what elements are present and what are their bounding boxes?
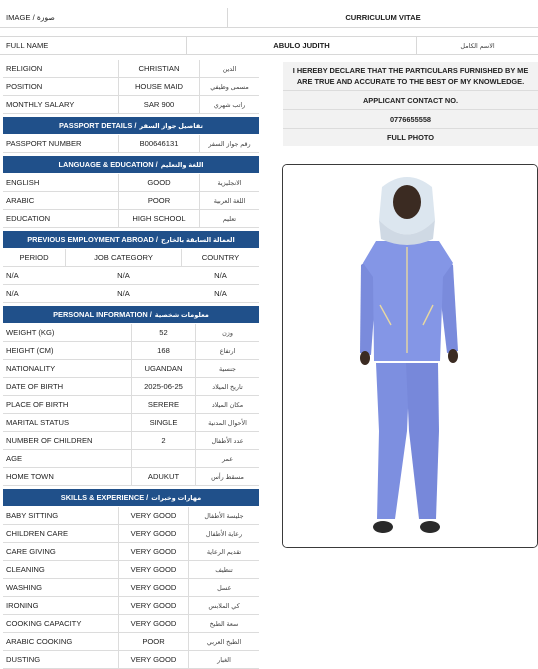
- skill-row-0-value: VERY GOOD: [130, 511, 177, 520]
- skill-row-5: [3, 597, 259, 615]
- skill-row-4: [3, 579, 259, 597]
- skill-row-1-arabic: رعاية الأطفال: [205, 530, 243, 538]
- skill-row-8: [3, 651, 259, 669]
- personal-row-1: [3, 342, 259, 360]
- skill-row-6-arabic: سعة الطبخ: [209, 620, 239, 628]
- personal-row-3-arabic: تاريخ الميلاد: [212, 383, 243, 391]
- personal-row-2: [3, 360, 259, 378]
- employment-section-bar-title: PREVIOUS EMPLOYMENT ABROAD /: [27, 235, 158, 244]
- personal-section-bar: [3, 306, 259, 323]
- personal-row-7: [3, 450, 259, 468]
- passport-section-bar-title-arabic: تفاصيل جواز السفر: [139, 122, 203, 130]
- top-row-1-label: POSITION: [6, 82, 43, 91]
- language-row-1-value: POOR: [147, 196, 171, 205]
- language-row-1-label: ARABIC: [6, 196, 35, 205]
- personal-row-6: [3, 432, 259, 450]
- language-row-1-arabic: اللغة العربية: [213, 197, 246, 205]
- language-row-0: [3, 174, 259, 192]
- personal-row-6-label: NUMBER OF CHILDREN: [6, 436, 93, 445]
- top-row-2-label: MONTHLY SALARY: [6, 100, 75, 109]
- contact-label: APPLICANT CONTACT NO.: [362, 95, 459, 105]
- employment-cell: N/A: [214, 271, 227, 280]
- language-row-2-value: HIGH SCHOOL: [132, 214, 186, 223]
- language-row-2-label: EDUCATION: [6, 214, 51, 223]
- language-row-0-value: GOOD: [147, 178, 171, 187]
- skill-row-7-label: ARABIC COOKING: [6, 637, 73, 646]
- personal-row-1-label: HEIGHT (CM): [6, 346, 54, 355]
- employment-row: [3, 267, 259, 285]
- employment-cell: N/A: [117, 289, 130, 298]
- skill-row-4-value: VERY GOOD: [130, 583, 177, 592]
- person-figure: [283, 165, 537, 547]
- employment-col-header: PERIOD: [19, 253, 49, 262]
- top-row-1-arabic: مسمى وظيفي: [210, 83, 249, 91]
- skill-row-3-label: CLEANING: [6, 565, 45, 574]
- skill-row-2-value: VERY GOOD: [130, 547, 177, 556]
- language-section-bar-title-arabic: اللغة والتعليم: [160, 161, 204, 169]
- skill-row-5-value: VERY GOOD: [130, 601, 177, 610]
- personal-row-5: [3, 414, 259, 432]
- language-row-1: [3, 192, 259, 210]
- cv-title: CURRICULUM VITAE: [345, 13, 421, 22]
- fullname-arabic: الاسم الكامل: [460, 42, 495, 50]
- skills-section-bar: [3, 489, 259, 506]
- personal-row-0-value: 52: [159, 328, 168, 337]
- skill-row-3-value: VERY GOOD: [130, 565, 177, 574]
- personal-row-4-label: PLACE OF BIRTH: [6, 400, 69, 409]
- skills-section-bar-title: SKILLS & EXPERIENCE /: [60, 493, 149, 502]
- personal-row-3-value: 2025-06-25: [144, 382, 183, 391]
- fullname-value: ABULO JUDITH: [273, 41, 330, 50]
- skill-row-8-arabic: الغبار: [217, 656, 231, 664]
- personal-row-4: [3, 396, 259, 414]
- passport-section-bar-title: PASSPORT DETAILS /: [59, 121, 137, 130]
- declaration-text: I HEREBY DECLARE THAT THE PARTICULARS FURNISHED BY ME ARE TRUE AND ACCURATE TO THE BEST OF MY KNOWLEDGE.: [292, 66, 529, 86]
- skill-row-1: [3, 525, 259, 543]
- personal-row-8-value: ADUKUT: [147, 472, 180, 481]
- top-row-1: [3, 78, 259, 96]
- left-column: [0, 60, 262, 667]
- full-photo-label: FULL PHOTO: [387, 133, 434, 142]
- personal-row-0: [3, 324, 259, 342]
- personal-row-8: [3, 468, 259, 486]
- passport-number-row: [3, 135, 259, 153]
- skill-row-6: [3, 615, 259, 633]
- personal-row-3: [3, 378, 259, 396]
- skill-row-7-value: POOR: [142, 637, 165, 646]
- personal-row-2-arabic: جنسية: [219, 365, 236, 373]
- top-row-2-value: SAR 900: [143, 100, 175, 109]
- personal-row-8-arabic: مسقط رأس: [211, 473, 244, 481]
- skill-row-2-arabic: تقديم الرعاية: [206, 548, 242, 556]
- personal-row-1-arabic: ارتفاع: [219, 347, 236, 355]
- passport-number-row-arabic: رقم جواز السفر: [208, 140, 251, 148]
- language-row-2-arabic: تعليم: [222, 215, 237, 223]
- top-row-0-arabic: الدين: [222, 65, 237, 73]
- skill-row-1-label: CHILDREN CARE: [6, 529, 69, 538]
- language-row-0-arabic: الانجليزية: [217, 179, 242, 187]
- passport-number-row-label: PASSPORT NUMBER: [6, 139, 82, 148]
- fullname-label: FULL NAME: [6, 41, 49, 50]
- passport-number-row-value: B00646131: [139, 139, 179, 148]
- personal-row-5-label: MARITAL STATUS: [6, 418, 70, 427]
- skill-row-6-label: COOKING CAPACITY: [6, 619, 82, 628]
- image-label: IMAGE / صورة: [6, 13, 55, 22]
- top-row-0-label: RELIGION: [6, 64, 43, 73]
- employment-cell: N/A: [214, 289, 227, 298]
- personal-row-6-arabic: عدد الأطفال: [211, 437, 244, 445]
- personal-section-bar-title-arabic: معلومات شخصية: [154, 311, 209, 319]
- personal-row-6-value: 2: [161, 436, 166, 445]
- skill-row-0: [3, 507, 259, 525]
- skill-row-8-label: DUSTING: [6, 655, 41, 664]
- employment-section-bar-title-arabic: العمالة السابقة بالخارج: [160, 236, 235, 244]
- skill-row-3: [3, 561, 259, 579]
- employment-row: [3, 285, 259, 303]
- skill-row-6-value: VERY GOOD: [130, 619, 177, 628]
- employment-section-bar: [3, 231, 259, 248]
- skill-row-2-label: CARE GIVING: [6, 547, 56, 556]
- employment-col-header: JOB CATEGORY: [94, 253, 153, 262]
- skill-row-5-arabic: كي الملابس: [208, 602, 240, 610]
- fullname-row: [0, 36, 538, 55]
- passport-section-bar: [3, 117, 259, 134]
- personal-row-5-arabic: الأحوال المدنية: [208, 419, 247, 427]
- personal-row-0-arabic: وزن: [222, 329, 233, 337]
- personal-row-7-arabic: عمر: [221, 455, 234, 463]
- skill-row-0-arabic: جليسة الأطفال: [204, 512, 244, 520]
- employment-cell: N/A: [6, 289, 19, 298]
- skill-row-8-value: VERY GOOD: [130, 655, 177, 664]
- employment-cell: N/A: [6, 271, 19, 280]
- top-row-0-value: CHRISTIAN: [138, 64, 180, 73]
- top-row-1-value: HOUSE MAID: [134, 82, 184, 91]
- personal-row-7-label: AGE: [6, 454, 23, 463]
- skill-row-7: [3, 633, 259, 651]
- contact-number: 0776655558: [389, 114, 432, 124]
- skill-row-1-value: VERY GOOD: [130, 529, 177, 538]
- skill-row-0-label: BABY SITTING: [6, 511, 59, 520]
- personal-row-1-value: 168: [157, 346, 170, 355]
- personal-row-8-label: HOME TOWN: [6, 472, 54, 481]
- language-row-0-label: ENGLISH: [6, 178, 40, 187]
- skill-row-3-arabic: تنظيف: [215, 566, 233, 574]
- top-row-2-arabic: راتب شهري: [213, 101, 246, 109]
- employment-cell: N/A: [117, 271, 130, 280]
- top-row-2: [3, 96, 259, 114]
- language-section-bar: [3, 156, 259, 173]
- top-row-0: [3, 60, 259, 78]
- declaration-box: [283, 62, 538, 146]
- language-section-bar-title: LANGUAGE & EDUCATION /: [58, 160, 158, 169]
- skill-row-4-label: WASHING: [6, 583, 42, 592]
- personal-row-2-label: NATIONALITY: [6, 364, 56, 373]
- personal-row-4-value: SERERE: [147, 400, 180, 409]
- skill-row-5-label: IRONING: [6, 601, 39, 610]
- personal-row-5-value: SINGLE: [149, 418, 178, 427]
- employment-header-row: [3, 249, 259, 267]
- skills-section-bar-title-arabic: مهارات وخبرات: [151, 494, 202, 502]
- personal-row-7-value: [132, 450, 195, 467]
- personal-row-3-label: DATE OF BIRTH: [6, 382, 64, 391]
- personal-row-2-value: UGANDAN: [144, 364, 183, 373]
- skill-row-4-arabic: غسل: [217, 584, 231, 592]
- personal-section-bar-title: PERSONAL INFORMATION /: [53, 310, 152, 319]
- full-photo: [282, 164, 538, 548]
- cv-header-row: [0, 8, 538, 28]
- skill-row-2: [3, 543, 259, 561]
- language-row-2: [3, 210, 259, 228]
- employment-col-header: COUNTRY: [201, 253, 240, 262]
- personal-row-0-label: WEIGHT (KG): [6, 328, 55, 337]
- skill-row-7-arabic: الطبخ العربي: [206, 638, 242, 646]
- personal-row-4-arabic: مكان الميلاد: [211, 401, 244, 409]
